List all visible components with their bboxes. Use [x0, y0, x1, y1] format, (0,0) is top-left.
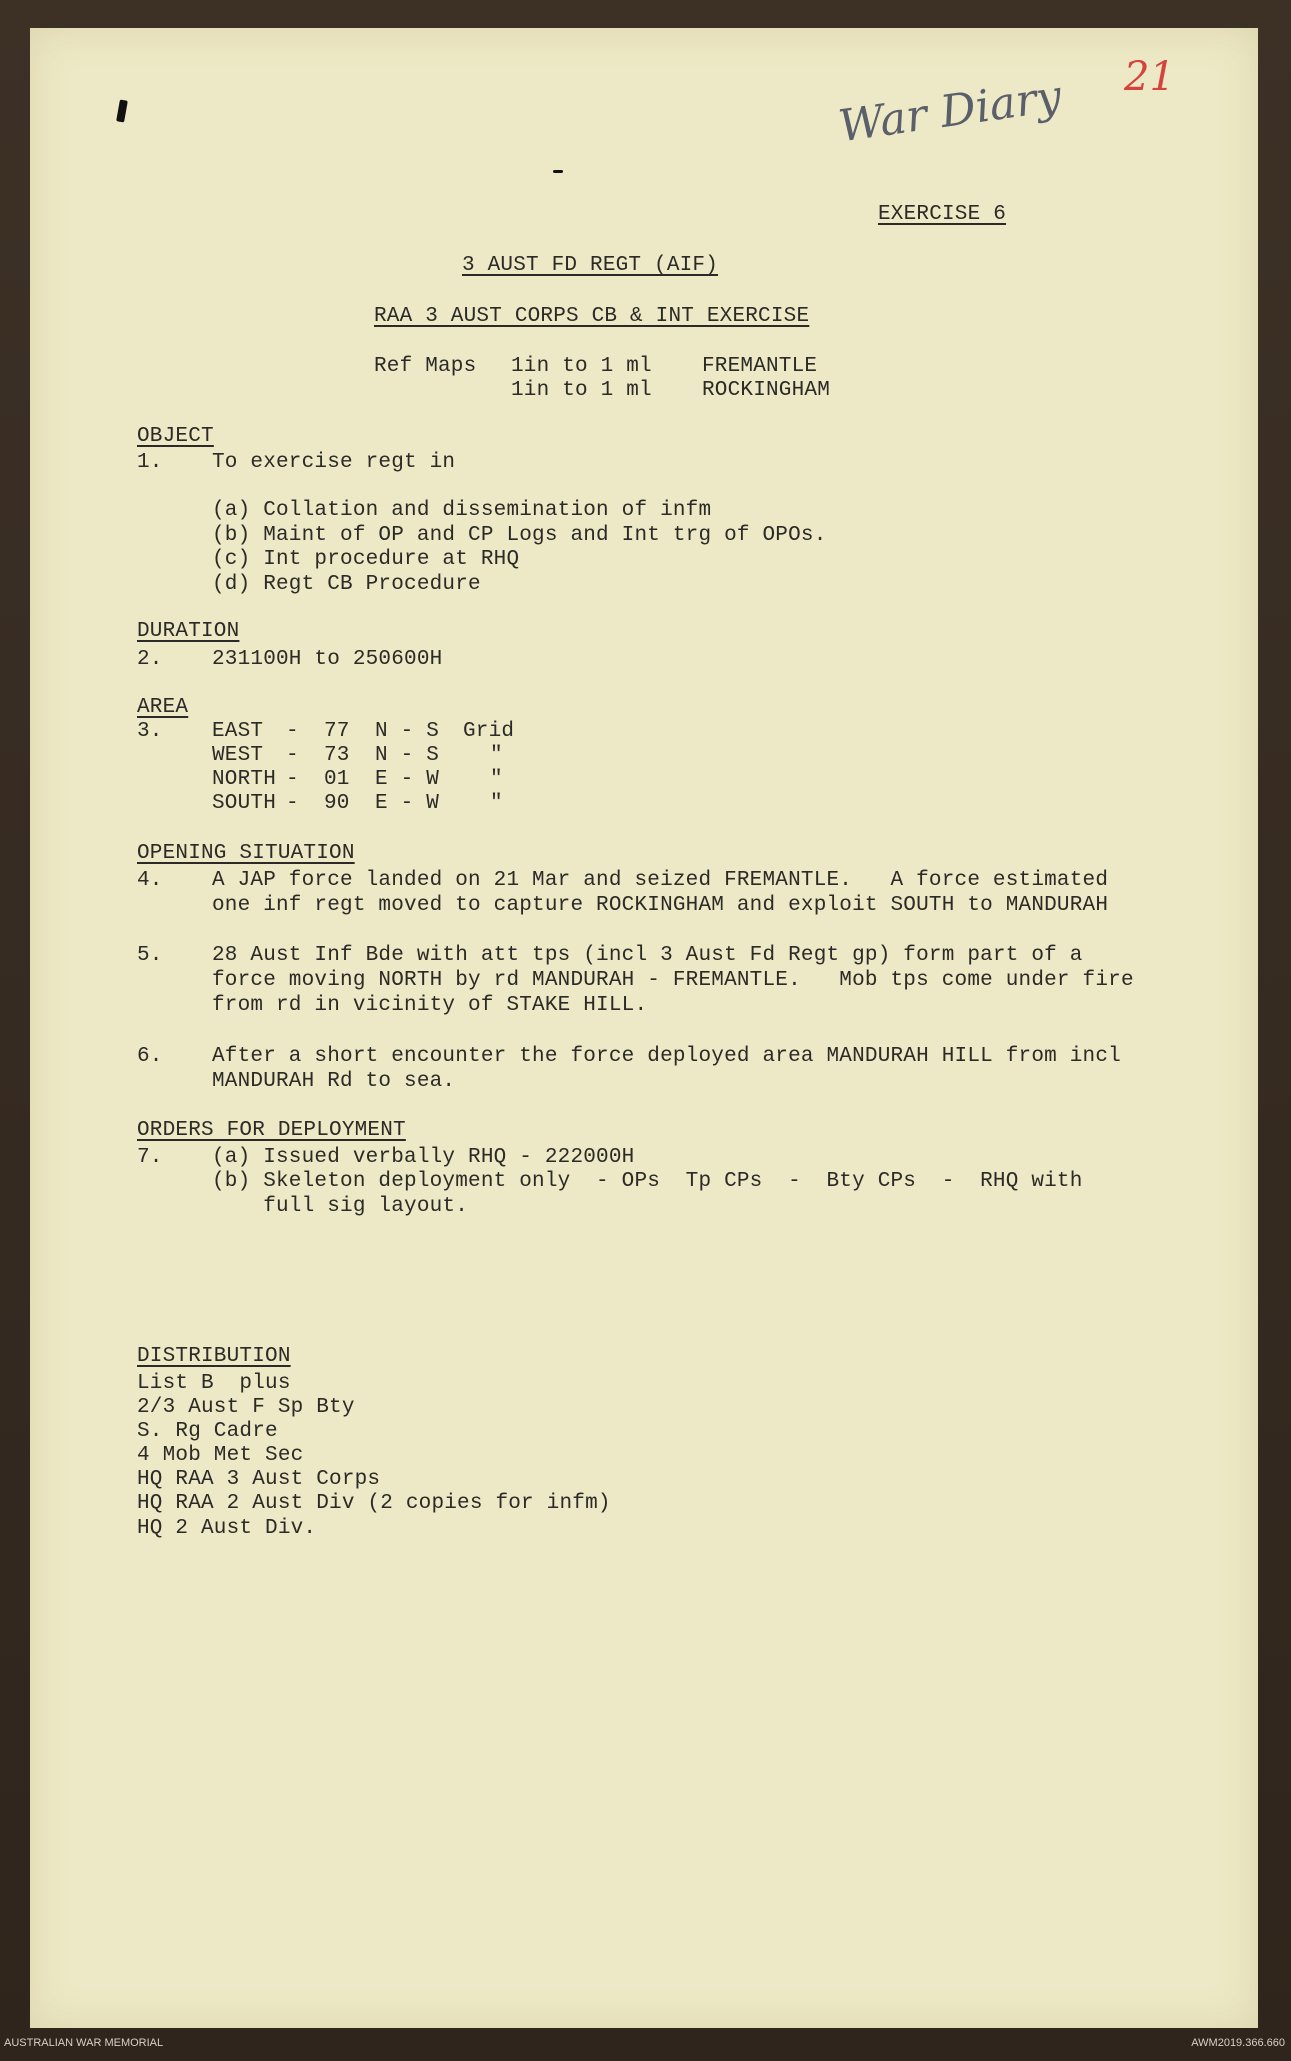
object-intro: To exercise regt in	[212, 451, 456, 474]
area-north-dir: NORTH	[212, 768, 277, 791]
area-east-dir: EAST	[212, 720, 264, 743]
area-west-suffix: "	[490, 744, 503, 767]
war-diary-annotation: War Diary	[835, 70, 1065, 153]
ref-map-2-name: ROCKINGHAM	[702, 379, 831, 402]
ref-map-2-scale: 1in to 1 ml	[511, 379, 652, 402]
footer-archive-name: AUSTRALIAN WAR MEMORIAL	[4, 2037, 164, 2049]
distribution-item: List B plus	[137, 1372, 291, 1395]
unit-title: 3 AUST FD REGT (AIF)	[462, 254, 719, 277]
orders-line-3: full sig layout.	[212, 1195, 469, 1218]
area-north-val: 01	[324, 768, 350, 791]
distribution-item: S. Rg Cadre	[137, 1420, 278, 1443]
object-item-d: (d) Regt CB Procedure	[212, 573, 481, 596]
para-number: 4.	[137, 869, 163, 892]
para-6-line-2: MANDURAH Rd to sea.	[212, 1070, 456, 1093]
opening-situation-heading: OPENING SITUATION	[137, 842, 355, 865]
exercise-label: EXERCISE 6	[878, 203, 1007, 226]
footer-accession-number: AWM2019.366.660	[1191, 2037, 1285, 2049]
ref-maps-label: Ref Maps	[374, 355, 477, 378]
area-west-dash: -	[286, 744, 299, 767]
duration-text: 231100H to 250600H	[212, 648, 443, 671]
area-north-axis: E - W	[375, 768, 440, 791]
para-5-line-2: force moving NORTH by rd MANDURAH - FREMANTLE. Mob tps come under fire	[212, 969, 1134, 992]
para-5-line-1: 28 Aust Inf Bde with att tps (incl 3 Aust Fd Regt gp) form part of a	[212, 944, 1083, 967]
object-item-b: (b) Maint of OP and CP Logs and Int trg of OPOs.	[212, 524, 827, 547]
para-number: 3.	[137, 720, 163, 743]
orders-heading: ORDERS FOR DEPLOYMENT	[137, 1119, 406, 1142]
para-6-line-1: After a short encounter the force deployed area MANDURAH HILL from incl	[212, 1045, 1121, 1068]
exercise-title: RAA 3 AUST CORPS CB & INT EXERCISE	[374, 305, 810, 328]
para-number: 7.	[137, 1146, 163, 1169]
object-item-a: (a) Collation and dissemination of infm	[212, 499, 712, 522]
para-number: 6.	[137, 1045, 163, 1068]
area-west-axis: N - S	[375, 744, 440, 767]
duration-heading: DURATION	[137, 620, 240, 643]
para-number: 1.	[137, 451, 163, 474]
object-heading: OBJECT	[137, 425, 214, 448]
area-west-val: 73	[324, 744, 350, 767]
distribution-item: 4 Mob Met Sec	[137, 1444, 304, 1467]
area-west-dir: WEST	[212, 744, 264, 767]
area-east-suffix: Grid	[463, 720, 515, 743]
stray-mark	[553, 170, 563, 173]
area-south-dir: SOUTH	[212, 792, 277, 815]
ref-map-1-name: FREMANTLE	[702, 355, 818, 378]
area-south-val: 90	[324, 792, 350, 815]
area-south-suffix: "	[490, 792, 503, 815]
distribution-heading: DISTRIBUTION	[137, 1345, 291, 1368]
area-heading: AREA	[137, 696, 189, 719]
distribution-item: HQ 2 Aust Div.	[137, 1517, 317, 1540]
ref-map-1-scale: 1in to 1 ml	[511, 355, 652, 378]
area-east-val: 77	[324, 720, 350, 743]
para-number: 2.	[137, 648, 163, 671]
area-east-dash: -	[286, 720, 299, 743]
para-4-line-1: A JAP force landed on 21 Mar and seized FREMANTLE. A force estimated	[212, 869, 1109, 892]
distribution-item: HQ RAA 3 Aust Corps	[137, 1468, 381, 1491]
orders-line-1: (a) Issued verbally RHQ - 222000H	[212, 1146, 635, 1169]
distribution-item: 2/3 Aust F Sp Bty	[137, 1396, 355, 1419]
object-item-c: (c) Int procedure at RHQ	[212, 548, 520, 571]
para-4-line-2: one inf regt moved to capture ROCKINGHAM and exploit SOUTH to MANDURAH	[212, 894, 1109, 917]
area-north-suffix: "	[490, 768, 503, 791]
area-south-dash: -	[286, 792, 299, 815]
folio-number: 21	[1124, 54, 1175, 100]
area-south-axis: E - W	[375, 792, 440, 815]
orders-line-2: (b) Skeleton deployment only - OPs Tp CPs - Bty CPs - RHQ with	[212, 1170, 1083, 1193]
area-east-axis: N - S	[375, 720, 440, 743]
para-number: 5.	[137, 944, 163, 967]
distribution-item: HQ RAA 2 Aust Div (2 copies for infm)	[137, 1492, 611, 1515]
area-north-dash: -	[286, 768, 299, 791]
para-5-line-3: from rd in vicinity of STAKE HILL.	[212, 994, 648, 1017]
